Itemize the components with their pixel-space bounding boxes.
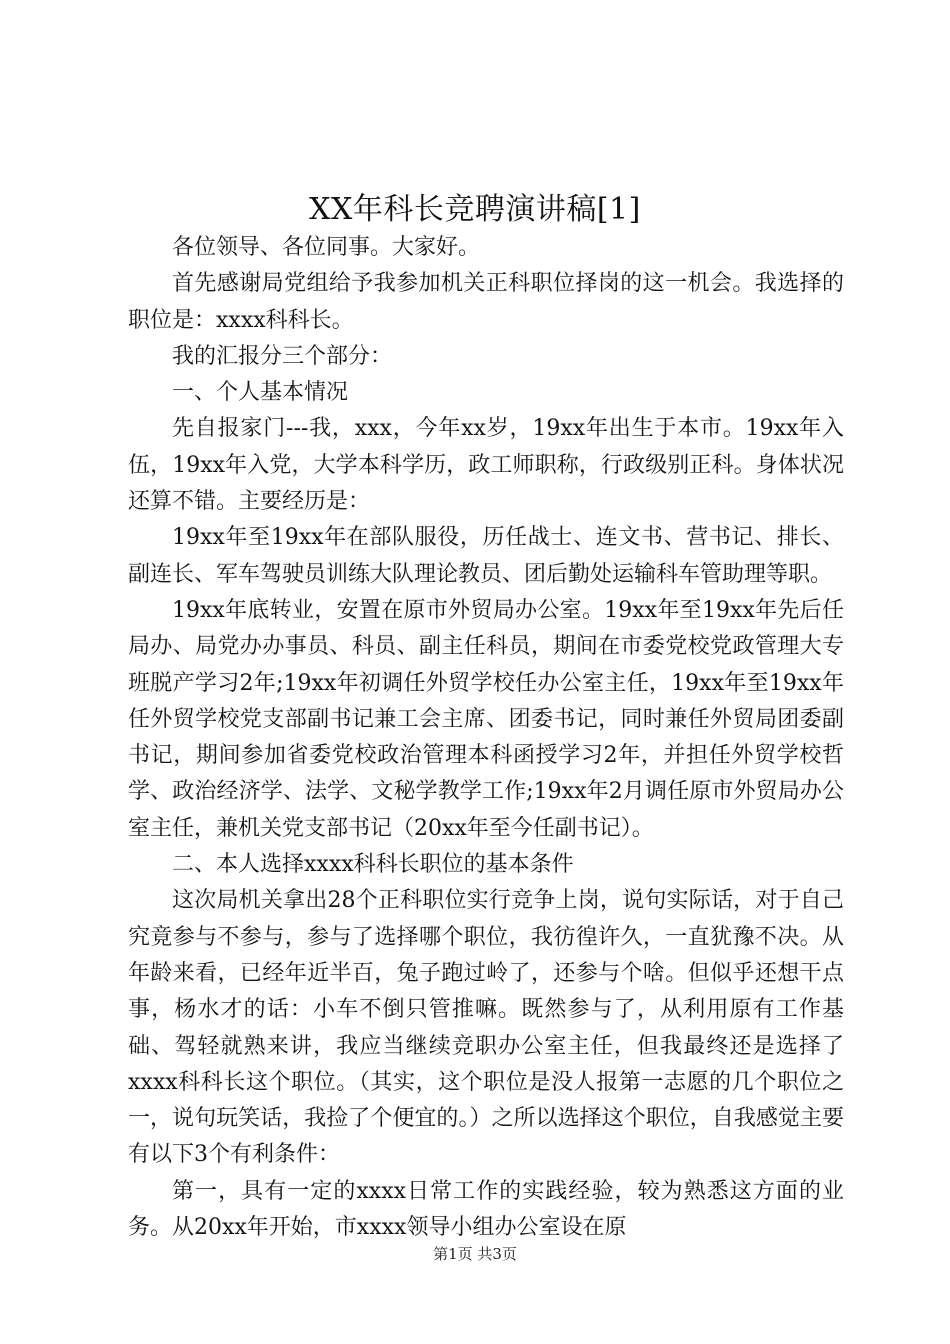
section-heading: 一、个人基本情况 (172, 380, 349, 406)
paragraph: 各位领导、各位同事。大家好。 (172, 235, 481, 260)
section-heading: 二、本人选择xxxx科科长职位的基本条件 (172, 852, 574, 878)
paragraph: 我的汇报分三个部分： (172, 343, 393, 369)
paragraph: 先自报家门---我，xxx，今年xx岁，19xx年出生于本市。19xx年入伍，19xx年入党，大学本科学历，政工师职称，行政级别正科。身体状况还算不错。主要经历是： (128, 416, 844, 515)
document-body (128, 230, 844, 1246)
paragraph: 这次局机关拿出28个正科职位实行竞争上岗，说句实际话，对于自己究竟参与不参与，参与了选择哪个职位，我彷徨许久，一直犹豫不决。从年龄来看，已经年近半百，兔子跑过岭了，还参与个啥。但似乎还想干点事，杨水才的话：小车不倒只管推嘛。既然参与了，从利用原有工作基础、驾轻就熟来讲，我应当继续竞职办公室主任，但我最终还是选择了xxxx科科长这个职位。（其实，这个职位是没人报第一志愿的几个职位之一，说句玩笑话，我捡了个便宜的。）之所以选择这个职位，自我感觉主要有以下3个有利条件： (128, 888, 844, 1168)
paragraph: 首先感谢局党组给予我参加机关正科职位择岗的这一机会。我选择的职位是：xxxx科科长。 (128, 271, 844, 333)
paragraph: 19xx年至19xx年在部队服役，历任战士、连文书、营书记、排长、副连长、军车驾驶员训练大队理论教员、团后勤处运输科车管助理等职。 (128, 525, 844, 587)
document-title: XX年科长竞聘演讲稿[1] (309, 192, 641, 227)
page-footer: 第1页 共3页 (433, 1245, 517, 1263)
paragraph: 19xx年底转业，安置在原市外贸局办公室。19xx年至19xx年先后任局办、局党办办事员、科员、副主任科员，期间在市委党校党政管理大专班脱产学习2年;19xx年初调任外贸学校任办公室主任，19xx年至19xx年任外贸学校党支部副书记兼工会主席、团委书记，同时兼任外贸局团委副书记，期间参加省委党校政治管理本科函授学习2年，并担任外贸学校哲学、政治经济学、法学、文秘学教学工作;19xx年2月调任原市外贸局办公室主任，兼机关党支部书记（20xx年至今任副书记）。 (128, 597, 844, 841)
paragraph: 第一，具有一定的xxxx日常工作的实践经验，较为熟悉这方面的业务。从20xx年开始，市xxxx领导小组办公室设在原 (128, 1178, 844, 1241)
